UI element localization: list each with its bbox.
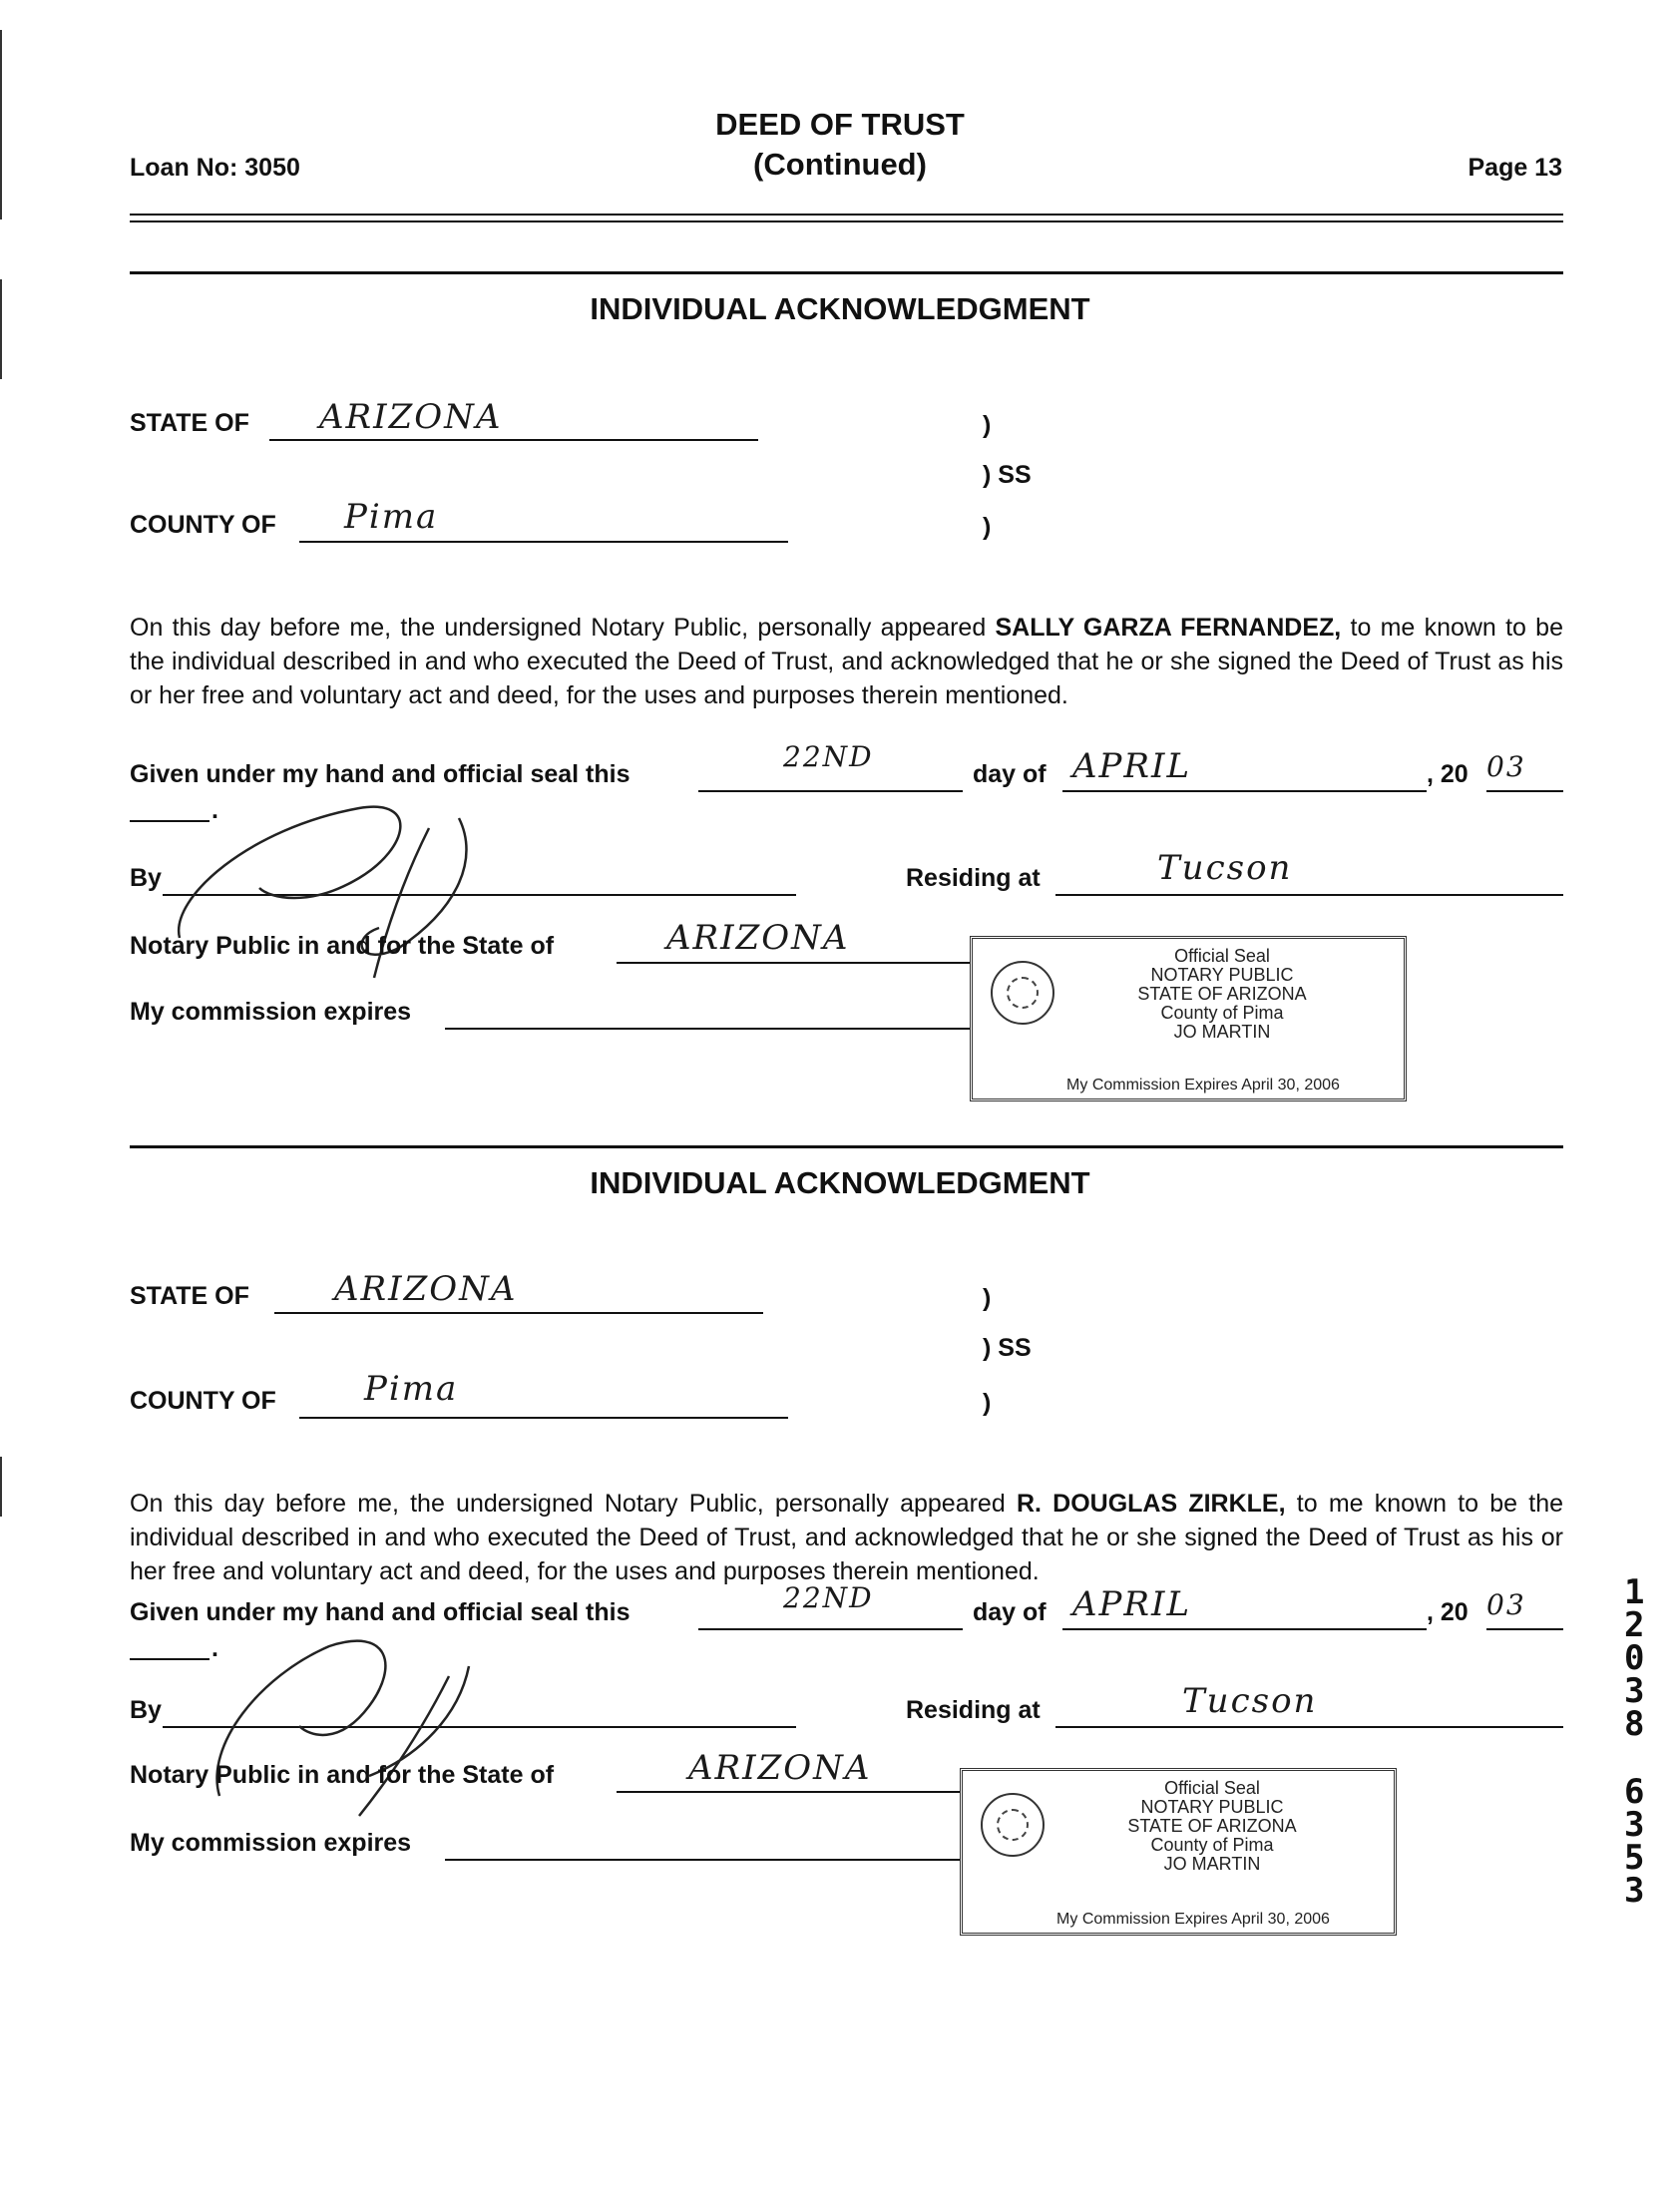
state-label: STATE OF — [130, 1282, 249, 1310]
section-title: INDIVIDUAL ACKNOWLEDGMENT — [590, 1165, 1090, 1200]
acknowledgment-paragraph — [130, 1487, 1563, 1588]
recording-digit: 3 — [1624, 1805, 1645, 1845]
county-value: Pima — [364, 1369, 459, 1409]
seal-line-3: STATE OF ARIZONA — [1127, 1816, 1297, 1836]
page-number: Page 13 — [1468, 154, 1562, 182]
body-suffix: to me known to be the individual described in and who executed the Deed of Trust, and acknowledged that he or she signed the Deed of Trust as his or her free and voluntary act and deed, for the uses and purposes therein mentioned. — [130, 614, 1563, 709]
year-line — [1486, 1628, 1563, 1630]
section-rule — [130, 271, 1563, 274]
seal-line-5: JO MARTIN — [1163, 1854, 1261, 1874]
year-value: 03 — [1486, 1588, 1526, 1621]
arizona-seal-emblem-icon — [981, 1793, 1045, 1857]
recording-digit: 1 — [1624, 1572, 1645, 1612]
residing-value: Tucson — [1182, 1681, 1318, 1721]
month-line — [1062, 790, 1427, 792]
document-subtitle: (Continued) — [753, 147, 927, 182]
county-value: Pima — [344, 497, 439, 537]
loan-number: Loan No: 3050 — [130, 154, 300, 182]
seal-line-2: NOTARY PUBLIC — [1140, 1797, 1284, 1817]
paren-bottom: ) — [983, 1389, 992, 1417]
notary-state-line — [617, 1791, 976, 1793]
person-name: R. DOUGLAS ZIRKLE, — [1016, 1490, 1286, 1518]
ss-label: ) SS — [983, 461, 1032, 489]
recording-digit: 8 — [1624, 1704, 1645, 1744]
day-value: 22ND — [783, 740, 874, 773]
person-name: SALLY GARZA FERNANDEZ, — [995, 614, 1342, 642]
given-label: Given under my hand and official seal this — [130, 1598, 630, 1626]
recording-digit: 3 — [1624, 1671, 1645, 1711]
notary-state-label: Notary Public in and for the State of — [130, 932, 555, 960]
state-line — [274, 1312, 763, 1314]
day-of-label: day of — [973, 1598, 1047, 1626]
year-line — [1486, 790, 1563, 792]
body-suffix: to me known to be the individual described in and who executed the Deed of Trust, and acknowledged that he or she signed the Deed of Trust as his or her free and voluntary act and deed, for the uses and purposes therein mentioned. — [130, 1490, 1564, 1585]
state-value: ARIZONA — [334, 1269, 518, 1309]
year-continuation-line — [130, 1658, 210, 1660]
notary-state-value: ARIZONA — [688, 1748, 872, 1788]
seal-line-4: County of Pima — [1160, 1003, 1284, 1023]
county-line — [299, 541, 788, 543]
paren-bottom: ) — [983, 513, 992, 541]
recording-number-part2 — [1624, 1772, 1645, 1911]
commission-line — [445, 1028, 976, 1030]
day-line — [698, 1628, 963, 1630]
recording-digit: 0 — [1624, 1638, 1645, 1678]
day-of-label: day of — [973, 760, 1047, 788]
commission-line — [445, 1859, 976, 1861]
residing-line — [1055, 1726, 1563, 1728]
body-prefix: On this day before me, the undersigned Notary Public, personally appeared — [130, 1490, 1006, 1518]
county-label: COUNTY OF — [130, 1387, 276, 1415]
notary-seal — [960, 1768, 1397, 1936]
section-rule — [130, 1145, 1563, 1148]
recording-digit: 5 — [1624, 1838, 1645, 1878]
seal-line-1: Official Seal — [1164, 1778, 1260, 1798]
commission-label: My commission expires — [130, 998, 412, 1026]
month-value: APRIL — [1072, 746, 1192, 786]
body-prefix: On this day before me, the undersigned Notary Public, personally appeared — [130, 614, 987, 642]
state-label: STATE OF — [130, 409, 249, 437]
residing-line — [1055, 894, 1563, 896]
year-period: . — [211, 796, 218, 824]
residing-value: Tucson — [1157, 848, 1293, 888]
ss-label: ) SS — [983, 1334, 1032, 1362]
county-line — [299, 1417, 788, 1419]
recording-digit: 3 — [1624, 1871, 1645, 1911]
section-title: INDIVIDUAL ACKNOWLEDGMENT — [590, 291, 1090, 326]
residing-label: Residing at — [906, 1696, 1041, 1724]
seal-footer: My Commission Expires April 30, 2006 — [1056, 1911, 1330, 1928]
state-line — [269, 439, 758, 441]
recording-digit: 2 — [1624, 1605, 1645, 1645]
notary-state-value: ARIZONA — [666, 918, 850, 958]
given-label: Given under my hand and official seal this — [130, 760, 630, 788]
seal-line-2: NOTARY PUBLIC — [1150, 965, 1294, 985]
month-value: APRIL — [1072, 1584, 1192, 1624]
year-value: 03 — [1486, 750, 1526, 783]
county-label: COUNTY OF — [130, 511, 276, 539]
by-label: By — [130, 864, 162, 892]
seal-line-5: JO MARTIN — [1173, 1022, 1271, 1042]
year-period: . — [211, 1634, 218, 1662]
seal-footer: My Commission Expires April 30, 2006 — [1066, 1077, 1340, 1094]
residing-label: Residing at — [906, 864, 1041, 892]
recording-number-part1 — [1624, 1572, 1645, 1744]
seal-line-4: County of Pima — [1150, 1835, 1274, 1855]
header-rule — [130, 214, 1563, 216]
paren-top: ) — [983, 411, 992, 439]
document-title: DEED OF TRUST — [715, 107, 965, 142]
month-line — [1062, 1628, 1427, 1630]
year-prefix: , 20 — [1427, 760, 1469, 788]
by-label: By — [130, 1696, 162, 1724]
arizona-seal-emblem-icon — [991, 961, 1054, 1025]
seal-line-3: STATE OF ARIZONA — [1137, 984, 1307, 1004]
acknowledgment-paragraph — [130, 611, 1563, 712]
notary-seal — [970, 936, 1407, 1101]
paren-top: ) — [983, 1284, 992, 1312]
scan-edge-mark — [0, 1457, 2, 1517]
year-prefix: , 20 — [1427, 1598, 1469, 1626]
notary-state-line — [617, 962, 976, 964]
commission-label: My commission expires — [130, 1829, 412, 1857]
day-value: 22ND — [783, 1581, 874, 1614]
day-line — [698, 790, 963, 792]
notary-state-label: Notary Public in and for the State of — [130, 1761, 555, 1789]
recording-digit: 6 — [1624, 1772, 1645, 1812]
state-value: ARIZONA — [319, 397, 503, 437]
seal-line-1: Official Seal — [1174, 946, 1270, 966]
notary-signature — [200, 1626, 499, 1826]
header-rule — [130, 220, 1563, 222]
